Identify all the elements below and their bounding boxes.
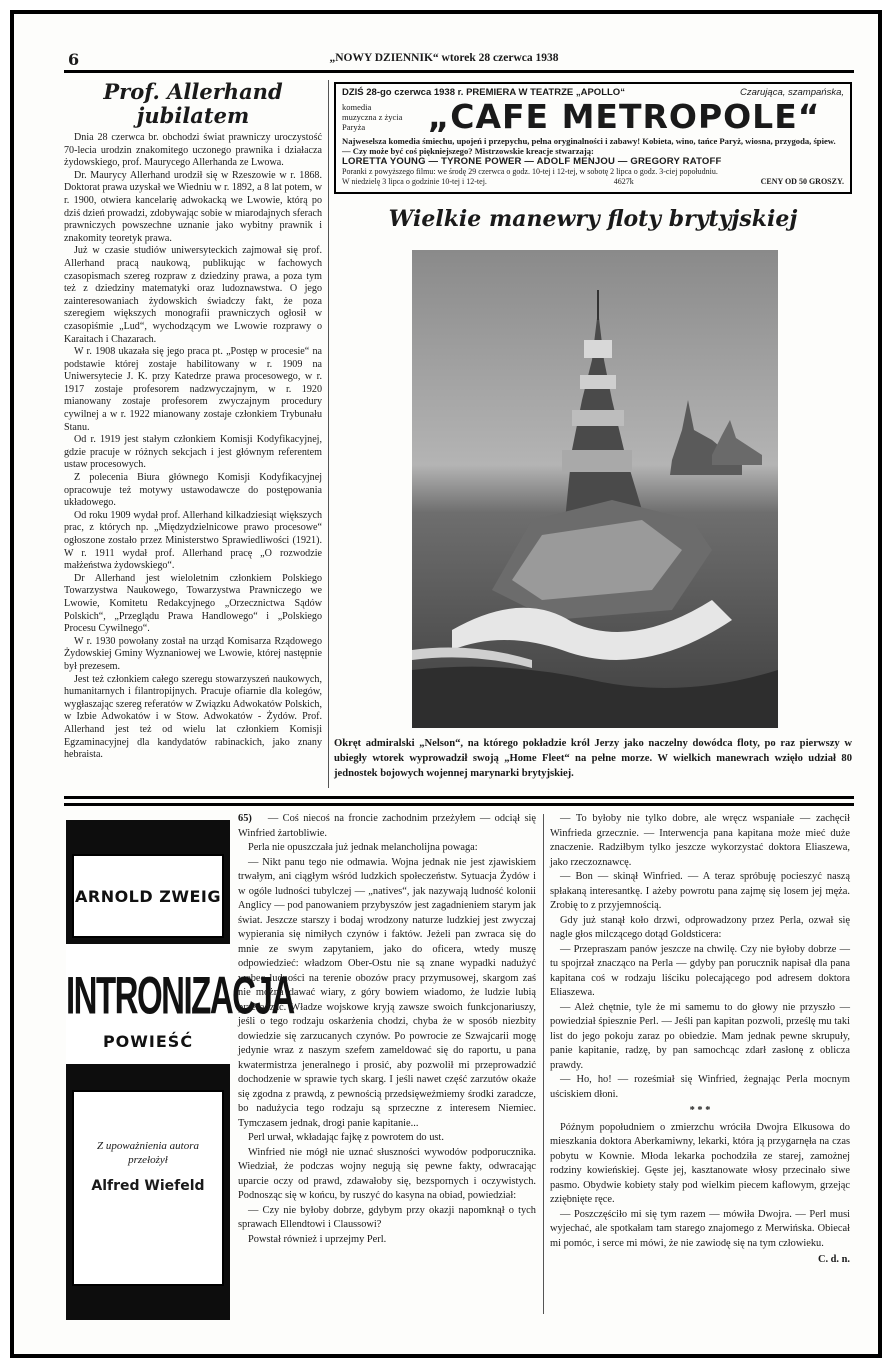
novel-subtitle: POWIEŚĆ	[102, 1032, 194, 1051]
section-asterisks: * * *	[689, 1105, 711, 1116]
novel-author: ARNOLD ZWEIG	[74, 886, 221, 906]
translator-line: przełożył	[128, 1154, 168, 1166]
novel-column-2	[550, 812, 850, 1268]
page-frame	[10, 10, 882, 1358]
ad-tagline: Czarująca, szampańska,	[739, 87, 844, 98]
masthead: „NOWY DZIENNIK“ wtorek 28 czerwca 1938	[329, 52, 559, 64]
ad-code: 4627k	[613, 177, 634, 186]
translator-line: Z upoważnienia autora	[96, 1140, 200, 1152]
ad-premiere-line: DZIŚ 28-go czerwca 1938 r. PREMIERA W TEATRZE „APOLLO“	[342, 87, 625, 98]
jubilee-article	[64, 80, 322, 762]
section-rule-top	[64, 796, 854, 799]
novel-paragraph: — Ależ chętnie, tyle że mi samemu to do głowy nie przyszło — powiedział śpiesznie Perl. — Jeśli pan kapitan pozwoli, prześlę mu taki list do jego pokoju zaraz po obiedzie. Mam jednak pewne skrupuły, panie kapitanie, radzę, by pan samochcąc zdarł zasłonę z oblicza prawdy.	[550, 1001, 850, 1071]
novel-paragraph: — Bon — skinął Winfried. — A teraz spróbuję pocieszyć naszą spłakaną interesantkę. I ażeby powrotu pana zajmę się losem jej męża. Zrobię to z przyjemnością.	[550, 871, 850, 911]
novel-paragraph: — Coś niecoś na froncie zachodnim przeżyłem — odciął się Winfried żartobliwie.	[238, 813, 536, 839]
ad-schedule: Poranki z powyższego filmu: we środę 29 czerwca o godz. 10-tej i 12-tej, w sobotę 2 lipca o godz. 3-ciej popołudniu.	[342, 167, 718, 176]
jubilee-paragraph: W r. 1908 ukazała się jego praca pt. „Postęp w procesie“ na podstawie której zostaje habilitowany w r. 1909 na Uniwersytecie J. K. przy Katedrze prawa procesowego, w r. 1917 zostaje profesorem nadzwyczajnym, w r. 1920 mianowany zostaje profesorem zwyczajnym procedury cywilnej a w r. 1922 mianowany zostaje członkiem Trybunału Stanu.	[64, 346, 322, 433]
novel-paragraph: — Przepraszam panów jeszcze na chwilę. Czy nie byłoby dobrze — tu spojrzał znacząco na Perla — gdyby pan porucznik napisał dla pana kapitana coś w rodzaju liściku polecającego pod adresem doktora Eliaszewa.	[550, 943, 850, 998]
jubilee-body	[64, 132, 322, 762]
novel-paragraph: Powstał również i uprzejmy Perl.	[248, 1233, 387, 1245]
novel-panel	[66, 820, 294, 1320]
jubilee-paragraph: Z polecenia Biura głównego Komisji Kodyfikacyjnej opracowuje też motywy ustawodawcze do postępowania układowego.	[64, 472, 322, 509]
novel-paragraph: Perl urwał, wkładając fajkę z powrotem do ust.	[248, 1132, 444, 1143]
novel-paragraph: — Poszczęściło mi się tym razem — mówiła Dwojra. — Perl musi wyjechać, ale spotkałam tam starego znajomego z Merwińska. Obiecał mi pomóc, i serce mi mówi, że nie zawiodę się na tym człowieku.	[550, 1208, 850, 1249]
novel-author-box	[72, 854, 224, 938]
ad-description: Najweselsza komedia śmiechu, upojeń i przepychu, pełna oryginalności i zabawy! Kobieta, wino, tańce Paryż, wiosna, przygoda, śpiew. — Czy może być coś piękniejszego? Mistrzowskie kreacje stwarzają:	[342, 136, 836, 156]
novel-paragraph: — To byłoby nie tylko dobre, ale wręcz wspaniałe — zachęcił Winfrieda grzecznie. — Interwencja pana kapitana może mieć duże znaczenie. Radziłbym tylko jeszcze wykorzystać doktora Eliaszewa, jako rzeczoznawcę.	[550, 813, 850, 868]
fleet-caption: Okręt admiralski „Nelson“, na którego pokładzie król Jerzy jako naczelny dowódca floty, po raz pierwszy w ubiegły wtorek wyprowadził swoją „Home Fleet“ na pełne morze. W wielkich manewrach wzięło udział 80 jednostek bojowych wojennej marynarki brytyjskiej.	[334, 738, 852, 779]
jubilee-paragraph: Dr Allerhand jest wieloletnim członkiem Polskiego Towarzystwa Naukowego, Towarzystwa Prawniczego we Lwowie, Komitetu Redakcyjnego „Orzecznictwa Sądów Polskich“, „Przeglądu Prawa Handlowego“ i „Polskiego Procesu Cywilnego“.	[64, 572, 322, 635]
ad-cast: LORETTA YOUNG — TYRONE POWER — ADOLF MENJOU — GREGORY RATOFF	[342, 156, 722, 167]
fleet-headline: Wielkie manewry floty brytyjskiej	[388, 206, 798, 232]
novel-title-box	[66, 944, 294, 1064]
novel-paragraph: Perla nie opuszczała już jednak melancholijna powaga:	[248, 842, 478, 853]
ad-genre-line: komedia muzyczna z życia	[342, 102, 403, 122]
novel-paragraph: — Ho, ho! — roześmiał się Winfried, żegnając Perla mocnym uściskiem dłoni.	[550, 1074, 850, 1100]
novel-paragraph: Gdy już stanął koło drzwi, odprowadzony przez Perla, ozwał się nagle głos milczącego dotąd Goldsticera:	[550, 914, 850, 940]
masthead-rule	[64, 70, 854, 73]
jubilee-paragraph: Od roku 1909 wydał prof. Allerhand kilkadziesiąt większych prac, z których np. „Międzydzielnicowe prawo procesowe“ ogłoszone zostało przez Ministerstwo Sprawiedliwości (1921). W r. 1911 wydał prof. Allerhand pracę „O rozwodzie małżeństwa żydowskiego“.	[64, 509, 322, 572]
novel-paragraph: — Nikt panu tego nie odmawia. Wojna jednak nie jest zjawiskiem trwałym, ani ciągłym wśród ludzkich społeczeństw. Sytuacja Żydów i w ogóle ludności tubylczej — „natives“, jak nazywają ludność kolonii Anglicy — pod panowaniem przybyszów jest zagadnieniem starym jak świat. Jeszcze starszy i bodaj wrodzony naturze ludzkiej jest zwyczaj wypierania się nimiłych czynów i faktów. Jeżeli pan zwraca się do mnie ze swym zapytaniem, jako do oficera, wtedy muszę odpowiedzieć: władzom Ober-Ostu nie są znane wypadki nadużyć wobec ludności na terenie obozów pracy przymusowej, skargom zaś nie można dawać wiary, z góry bowiem wiadomo, że ludzie lubią przesadzać. Władze wojskowe kryją zawsze swoich funkcjonariuszy, jeśli o tego rodzaju oskarżenia chodzi, chyba że w sposób niezbity dowiedzie się zarzucanych czynów. Po powrocie ze Szwajcarii mogę jedynie wraz z naszym szefem zameldować się do raportu, u pana kwatermistrza jeneralnego i prosić, aby pozwolił mi przeprowadzić dochodzenie w sprawie tych skarg. I jeśli nawet część zarzutów okaże się zgodna z prawdą, z pewnością przedsięweźmiemy środki zaradcze, bo nadużycia tego rodzaju są sprzeczne z interesem Niemiec. Tymczasem jednak, drogi panie kapitanie...	[238, 856, 536, 1129]
novel-column-1	[238, 812, 536, 1247]
jubilee-paragraph: W r. 1930 powołany został na urząd Komisarza Rządowego Żydowskiej Gminy Wyznaniowej we Lwowie, której następnie był prezesem.	[64, 635, 322, 672]
novel-paragraph: Późnym popołudniem o zmierzchu wróciła Dwojra Elkusowa do mieszkania doktora Aberkamiwny, lekarki, która ją przygarnęła na czas pobytu w Kownie. Młoda lekarka pochodziła ze starej, zamożnej rodziny kowieńskiej. Gęste jej, kasztanowate włosy przecinało siwe pasmo. Obydwie kobiety stały pod wielkim piecem kaflowym, grzejąc zziębnięte ręce.	[550, 1121, 850, 1205]
section-rule-bottom	[64, 803, 854, 806]
novel-paragraph: — Czy nie byłoby dobrze, gdybym przy okazji napomknął o tych sprawach Ellendtowi i Claussowi?	[238, 1204, 536, 1230]
translator-name: Alfred Wiefeld	[91, 1178, 205, 1194]
jubilee-title-line1: Prof. Allerhand	[103, 79, 283, 104]
novel-paragraph: Winfried nie mógł nie uznać słuszności wywodów podporucznika. Wiedział, że podczas wojny negują się pewne fakty, odwracając uparcie oczy od prawd, zdawałoby się, bezspornych i oczywistych. Podnosząc się w końcu, by ruszyć do kasyna na obiad, powiedział:	[238, 1146, 536, 1201]
ad-film-title: „CAFE METROPOLE“	[427, 97, 821, 136]
jubilee-paragraph: Jest też członkiem całego szeregu stowarzyszeń naukowych, humanitarnych i filantropijnych. Pracuje ofiarnie dla kolegów, wygłaszając szereg referatów w Związku Adwokatów Polskich, w Izbie Adwokatów i w Stow. Adwokatów - Żydów. Prof. Allerhand jest też od wielu lat członkiem Komisji Egzaminacyjnej dla kandydatów rabinackich, jako znany hebraista.	[64, 673, 322, 761]
cinema-advertisement	[334, 82, 852, 194]
battleship-photo	[412, 250, 778, 728]
jubilee-title-line2: jubilatem	[136, 103, 250, 128]
ad-genre-line: Paryża	[342, 122, 366, 132]
page-number: 6	[68, 50, 80, 69]
to-be-continued: C. d. n.	[817, 1254, 850, 1265]
ad-sunday-schedule: W niedzielę 3 lipca o godzinie 10-tej i 12-tej.	[342, 177, 487, 186]
novel-column-divider	[543, 814, 544, 1314]
jubilee-paragraph: Dr. Maurycy Allerhand urodził się w Rzeszowie w r. 1868. Doktorat prawa uzyskał we Wiedniu w r. 1892, a 8 lat potem, w r. 1900, otwiera kancelarię adwokacką we Lwowie, którą po dziś dzień prowadzi, zdobywając sobie w miarodajnych sferach prawniczych powszechne uznanie jako wybitny prawnik i znakomity teoretyk prawa.	[64, 169, 322, 244]
ad-price: CENY OD 50 GROSZY.	[760, 177, 844, 186]
jubilee-paragraph: Od r. 1919 jest stałym członkiem Komisji Kodyfikacyjnej, gdzie pracuje w różnych sekcjach i jest głównym referentem ustaw procesowych.	[64, 434, 322, 471]
novel-title: INTRONIZACJA	[66, 965, 294, 1025]
novel-translator-box	[72, 1090, 224, 1286]
battleship-image	[412, 250, 778, 728]
column-divider	[328, 80, 329, 788]
novel-installment-number: 65)	[238, 813, 252, 824]
jubilee-paragraph: Już w czasie studiów uniwersyteckich zajmował się prof. Allerhand pracą naukową, publikując w fachowych czasopismach szereg rozpraw z dziedziny prawa, a poza tym też z dziedziny matematyki oraz ludoznawstwa. O jego zainteresowaniach żydowskich świadczy fakt, że poza szeregiem większych monografii prawniczych ogłosił w czasopiśmie „Lud“, wychodzącym we Lwowie rozprawy o Karaitach i Chazarach.	[64, 245, 322, 345]
jubilee-paragraph: Dnia 28 czerwca br. obchodzi świat prawniczy uroczystość 70-lecia urodzin znakomitego uczonego prawnika i działacza żydowskiego, prof. Maurycego Allerhanda ze Lwowa.	[64, 132, 322, 169]
